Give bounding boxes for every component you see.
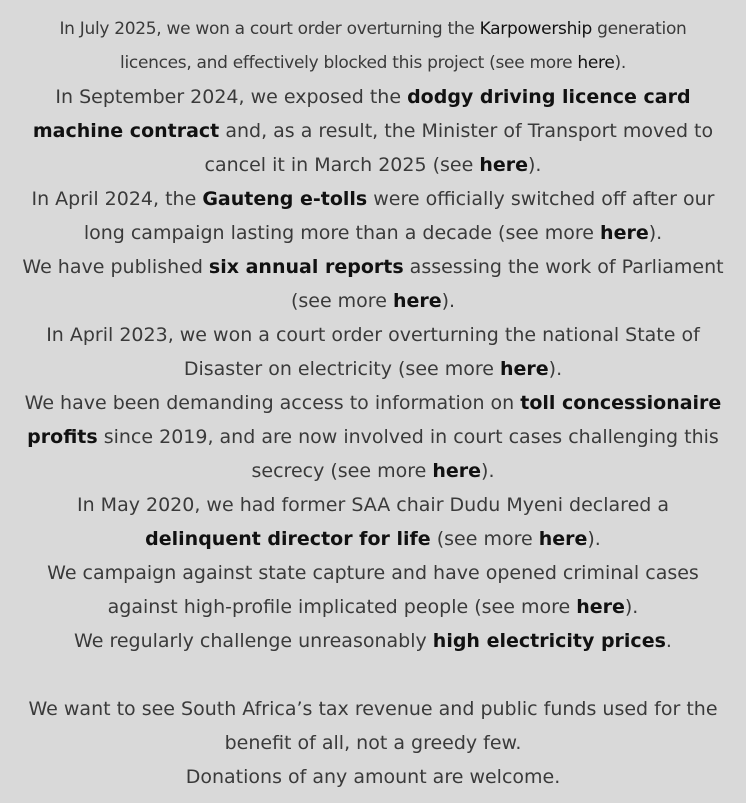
paragraph-text: (see more xyxy=(430,528,539,550)
achievement-paragraph xyxy=(22,556,724,624)
inline-link[interactable]: six annual reports xyxy=(208,256,404,278)
paragraph-text: ). xyxy=(481,460,495,482)
paragraph-text: ). xyxy=(548,358,563,380)
here-link[interactable]: here xyxy=(479,154,528,176)
paragraph-text: ). xyxy=(528,154,542,176)
here-link[interactable]: here xyxy=(392,290,442,312)
achievement-paragraph xyxy=(22,624,724,658)
donation-note: Donations of any amount are welcome. xyxy=(185,766,561,788)
paragraph-text: generation licences, and effectively blocked this project (see more xyxy=(120,19,687,73)
paragraph-text: assessing the work of Parliament (see more xyxy=(290,256,724,312)
here-link[interactable]: here xyxy=(500,358,549,380)
inline-link[interactable]: Karpowership xyxy=(479,19,592,39)
here-link[interactable]: here xyxy=(538,528,588,550)
inline-link[interactable]: high electricity prices xyxy=(432,630,666,652)
closing-statement: We want to see South Africa’s tax revenue and public funds used for the benefit of all, not a greedy few. xyxy=(28,698,718,754)
here-link[interactable]: here xyxy=(600,222,649,244)
paragraph-text: We campaign against state capture and have opened criminal cases against high-profile implicated people (see more xyxy=(47,562,699,618)
spacer xyxy=(22,658,724,692)
paragraph-text: In May 2020, we had former SAA chair Dudu Myeni declared a xyxy=(76,494,669,516)
achievement-paragraph xyxy=(22,318,724,386)
paragraph-text: ). xyxy=(624,596,639,618)
paragraph-text: since 2019, and are now involved in court cases challenging this secrecy (see more xyxy=(97,426,719,482)
paragraph-text: were officially switched off after our long campaign lasting more than a decade (see more xyxy=(83,188,715,244)
inline-link[interactable]: delinquent director for life xyxy=(145,528,431,550)
inline-link[interactable]: Gauteng e-tolls xyxy=(202,188,368,210)
paragraph-text: and, as a result, the Minister of Transport moved to cancel it in March 2025 (see xyxy=(204,120,714,176)
achievement-paragraph xyxy=(22,386,724,488)
paragraph-text: We have published xyxy=(22,256,209,278)
inline-link[interactable]: toll concessionaire profits xyxy=(27,392,722,448)
achievement-paragraph xyxy=(22,182,724,250)
achievement-paragraph xyxy=(22,80,724,182)
paragraph-text: ). xyxy=(614,53,626,73)
paragraph-text: In April 2024, the xyxy=(31,188,203,210)
achievements-list xyxy=(22,12,724,658)
paragraph-text: We regularly challenge unreasonably xyxy=(74,630,433,652)
paragraph-text: ). xyxy=(587,528,601,550)
paragraph-text: . xyxy=(665,630,672,652)
paragraph-text: ). xyxy=(648,222,663,244)
paragraph-text: In July 2025, we won a court order overturning the xyxy=(59,19,480,39)
here-link[interactable]: here xyxy=(577,53,615,73)
achievement-paragraph xyxy=(22,488,724,556)
here-link[interactable]: here xyxy=(576,596,625,618)
here-link[interactable]: here xyxy=(432,460,482,482)
inline-link[interactable]: dodgy driving licence card machine contract xyxy=(32,86,691,142)
paragraph-text: In April 2023, we won a court order overturning the national State of Disaster on electricity (see more xyxy=(46,324,700,380)
achievement-paragraph xyxy=(22,250,724,318)
achievement-paragraph xyxy=(22,12,724,80)
paragraph-text: We have been demanding access to information on xyxy=(24,392,521,414)
paragraph-text: ). xyxy=(441,290,456,312)
paragraph-text: In September 2024, we exposed the xyxy=(55,86,408,108)
